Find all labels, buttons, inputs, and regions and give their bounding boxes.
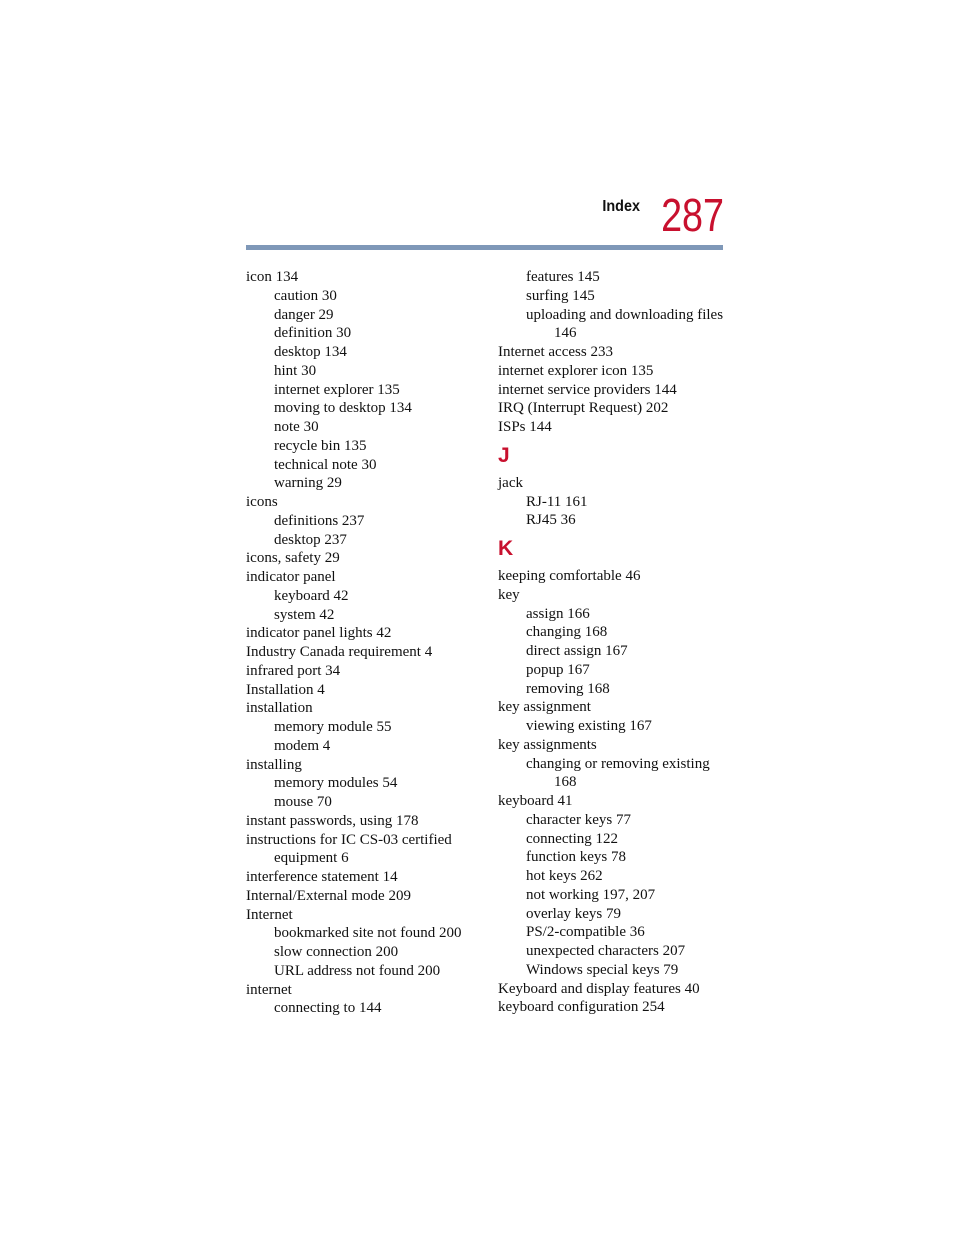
index-subentry: features 145 (526, 269, 600, 285)
index-column-left (246, 268, 476, 1018)
index-subentry: technical note 30 (274, 456, 377, 473)
index-entry: installation (246, 700, 313, 717)
index-entry: infrared port 34 (246, 662, 341, 679)
index-subentry: assign 166 (526, 605, 590, 622)
index-subentry: danger 29 (274, 306, 334, 323)
index-entry: IRQ (Interrupt Request) 202 (498, 400, 669, 417)
index-entry: key assignment (498, 699, 591, 716)
index-subentry: viewing existing 167 (526, 718, 652, 734)
index-entry: Keyboard and display features 40 (498, 980, 700, 997)
index-entry: Internal/External mode 209 (246, 887, 411, 904)
index-subentry: direct assign 167 (526, 643, 628, 659)
index-entry: internet service providers 144 (498, 381, 677, 398)
index-subentry: moving to desktop 134 (274, 400, 412, 417)
index-subentry: RJ45 36 (526, 512, 576, 529)
index-subentry: desktop 134 (274, 344, 347, 360)
index-entry: key (498, 586, 520, 603)
index-subentry: connecting to 144 (274, 1000, 382, 1017)
index-entry: interference statement 14 (246, 869, 398, 885)
index-subentry: modem 4 (274, 737, 331, 754)
index-entry: icons, safety 29 (246, 550, 340, 567)
index-entry: indicator panel (246, 569, 336, 585)
index-subentry: not working 197, 207 (526, 886, 656, 903)
section-label: Index (602, 198, 640, 215)
index-subentry: changing 168 (526, 624, 608, 641)
index-subentry: caution 30 (274, 287, 337, 304)
index-entry: keyboard configuration 254 (498, 999, 665, 1016)
index-subentry: memory module 55 (274, 719, 392, 735)
index-subentry: Windows special keys 79 (526, 961, 679, 978)
index-subentry: system 42 (274, 606, 335, 623)
index-subentry: removing 168 (526, 680, 610, 697)
index-entry: internet (246, 981, 292, 998)
index-entry: ISPs 144 (498, 419, 552, 435)
index-letter-heading: J (498, 443, 510, 467)
index-subentry: definitions 237 (274, 512, 365, 529)
index-entry: instant passwords, using 178 (246, 812, 419, 829)
index-subentry: memory modules 54 (274, 775, 398, 792)
index-subentry: popup 167 (526, 661, 590, 678)
index-entry: key assignments (498, 736, 597, 753)
index-subentry: bookmarked site not found 200 (274, 925, 462, 942)
index-entry: Installation 4 (246, 681, 325, 698)
index-subentry: unexpected characters 207 (526, 943, 686, 959)
index-entry: Industry Canada requirement 4 (246, 644, 433, 660)
index-subentry: connecting 122 (526, 830, 619, 847)
index-subentry: desktop 237 (274, 531, 347, 548)
index-entry: icons (246, 494, 278, 510)
index-subentry: hint 30 (274, 362, 317, 379)
index-entry: instructions for IC CS-03 certified (246, 831, 452, 848)
index-subentry: surfing 145 (526, 287, 595, 304)
index-subentry: mouse 70 (274, 794, 332, 810)
index-entry: indicator panel lights 42 (246, 625, 392, 642)
index-subentry: RJ-11 161 (526, 493, 588, 510)
index-subentry: overlay keys 79 (526, 905, 621, 922)
index-subentry: keyboard 42 (274, 587, 349, 604)
index-continuation: 146 (554, 325, 577, 342)
page-number: 287 (661, 189, 724, 241)
index-subentry: slow connection 200 (274, 944, 399, 960)
header-rule (246, 245, 723, 250)
index-subentry: function keys 78 (526, 849, 626, 866)
index-entry: keyboard 41 (498, 793, 573, 809)
index-letter-heading: K (498, 537, 514, 560)
index-continuation: 168 (554, 774, 577, 791)
index-entry: icon 134 (246, 269, 299, 285)
index-subentry: internet explorer 135 (274, 381, 400, 398)
index-subentry: definition 30 (274, 325, 352, 342)
index-entry: installing (246, 756, 302, 773)
index-subentry: recycle bin 135 (274, 437, 367, 454)
index-column-right (498, 268, 728, 1017)
index-subentry: note 30 (274, 419, 319, 435)
index-subentry: warning 29 (274, 475, 342, 492)
index-subentry: hot keys 262 (526, 868, 603, 884)
index-entry: Internet (246, 906, 293, 923)
index-subentry: URL address not found 200 (274, 962, 441, 979)
index-subentry: character keys 77 (526, 811, 631, 828)
index-subentry: PS/2-compatible 36 (526, 924, 645, 941)
index-entry: internet explorer icon 135 (498, 362, 654, 379)
index-entry: jack (498, 474, 523, 491)
index-subentry: uploading and downloading files (526, 306, 724, 323)
index-subentry: changing or removing existing (526, 755, 710, 772)
index-subentry: equipment 6 (274, 850, 349, 867)
index-entry: keeping comfortable 46 (498, 568, 641, 584)
index-entry: Internet access 233 (498, 344, 613, 360)
